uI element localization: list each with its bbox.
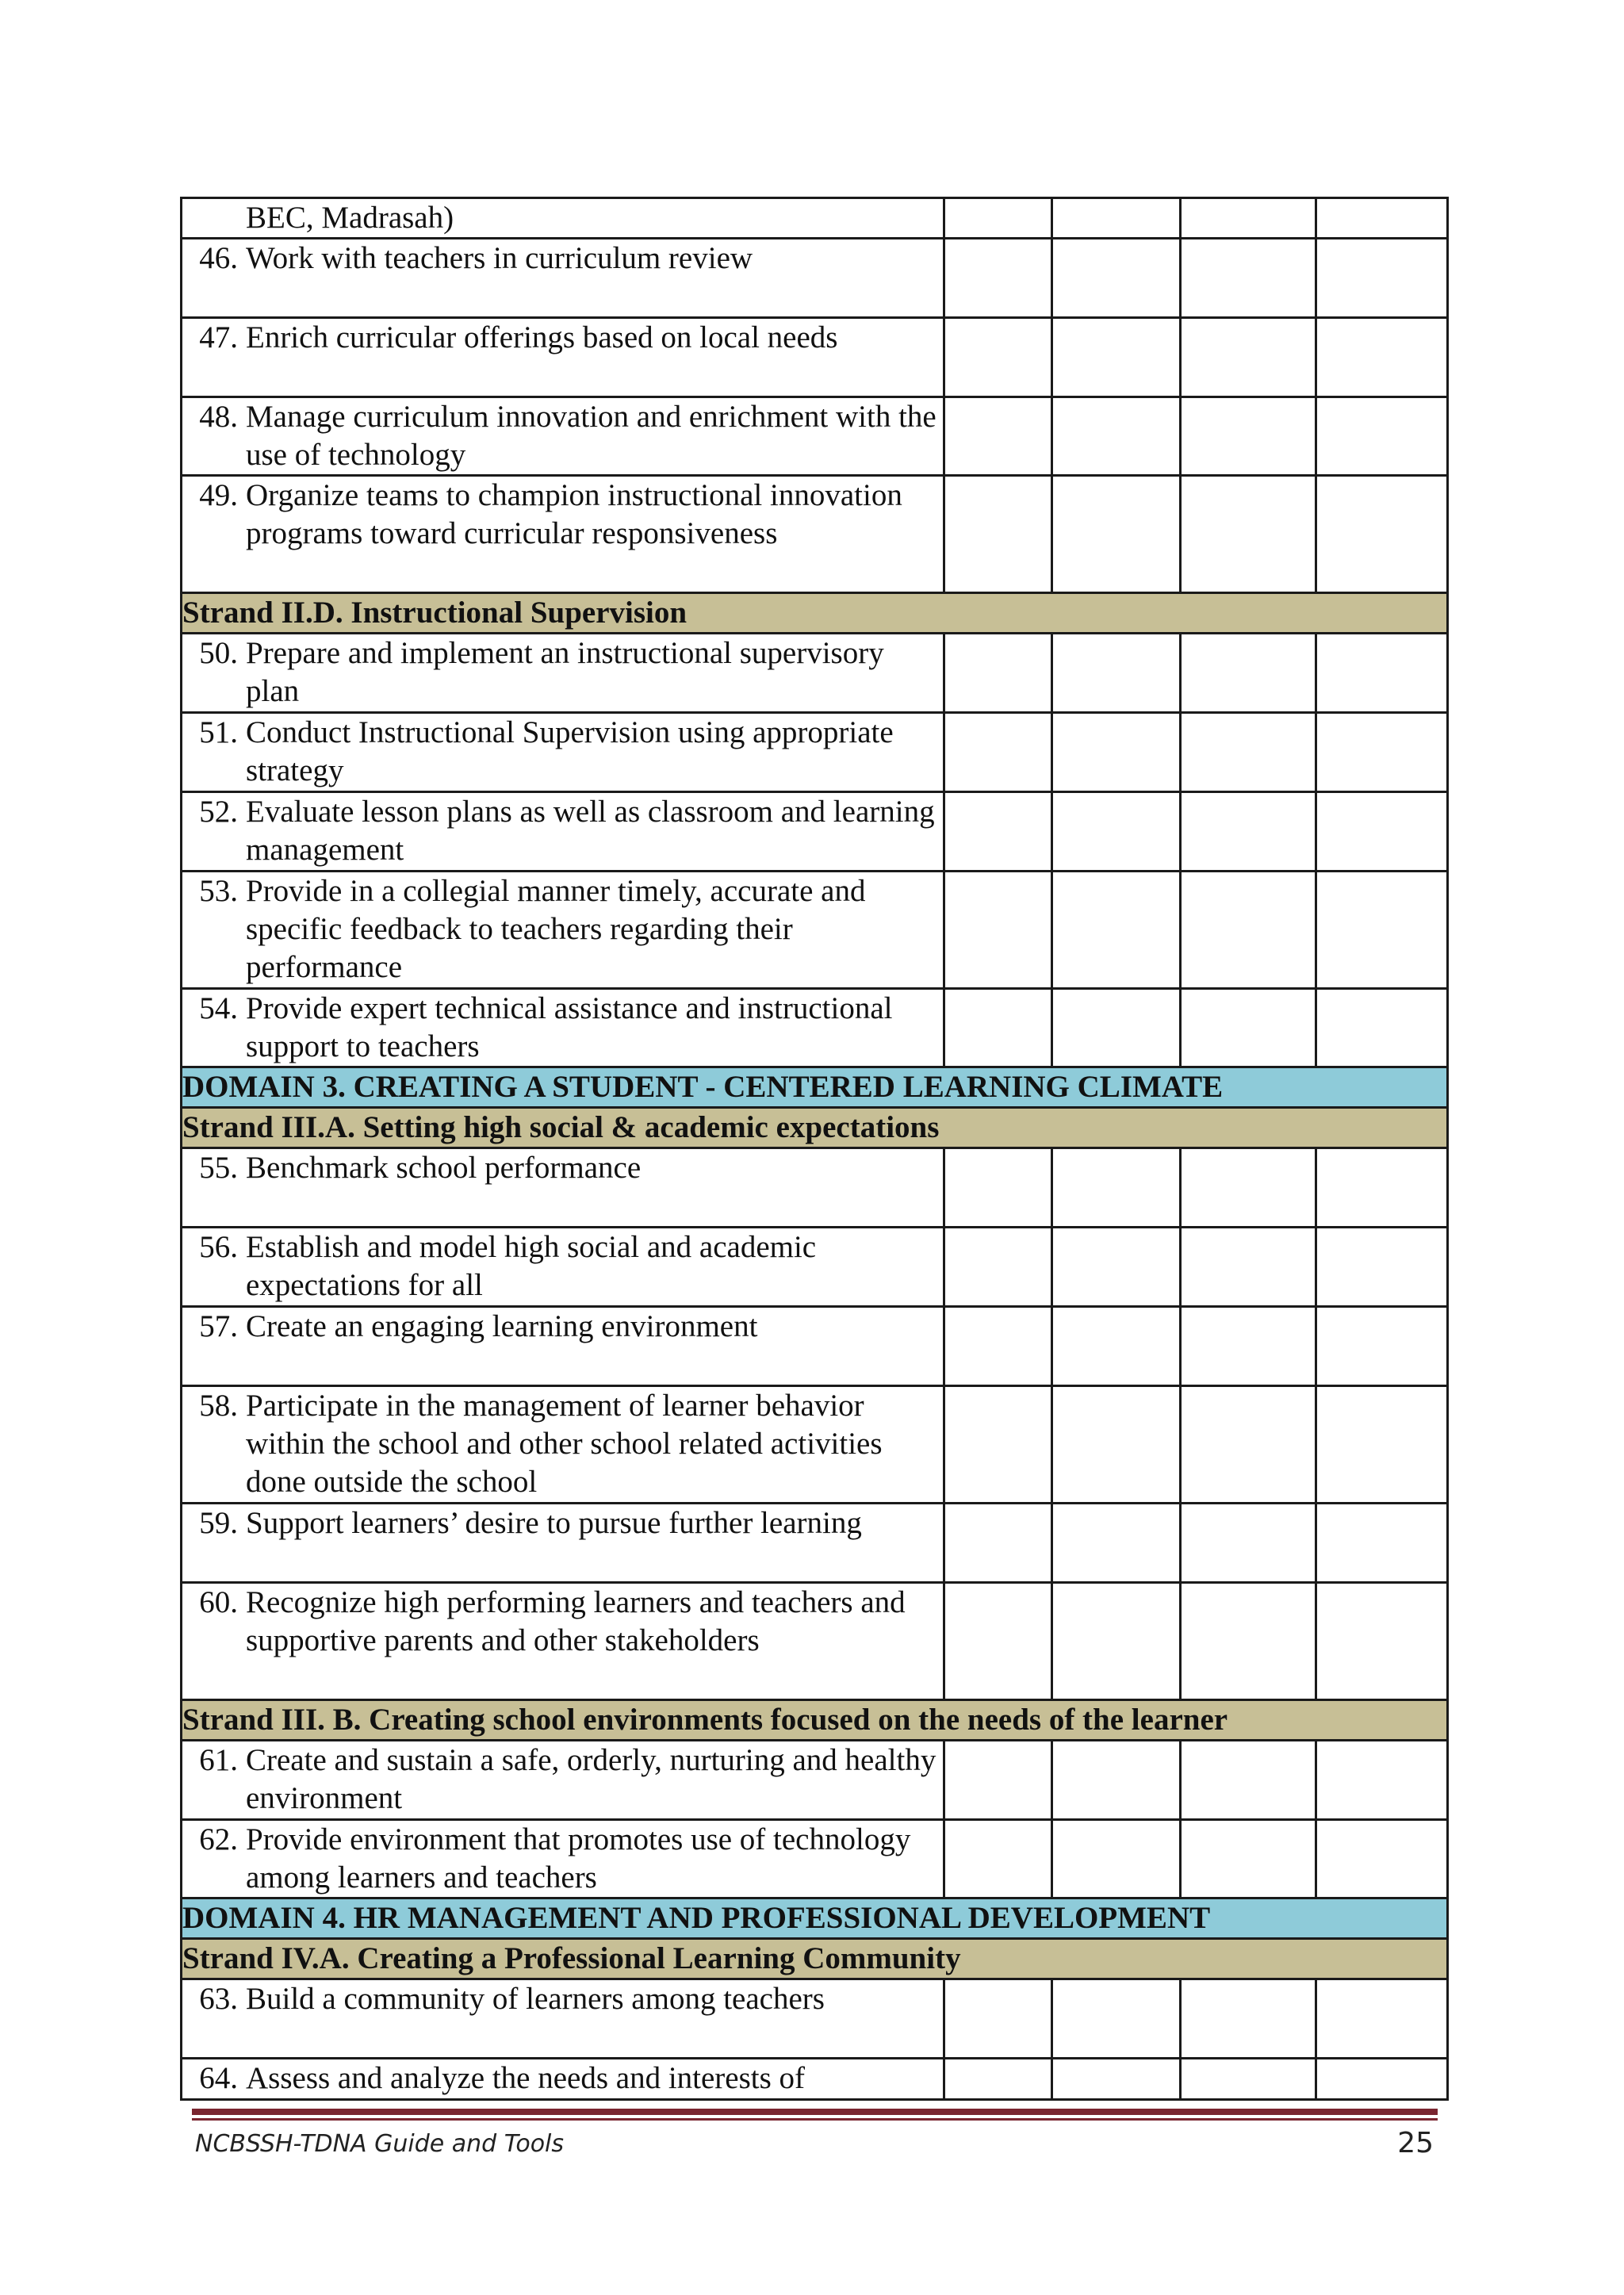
rating-cell <box>1316 1307 1448 1386</box>
domain-title: DOMAIN 3. CREATING A STUDENT - CENTERED LEARNING CLIMATE <box>182 1067 1448 1108</box>
competency-cell <box>182 792 944 872</box>
rating-cell <box>1181 2059 1316 2100</box>
strand-header-row <box>182 1939 1448 1979</box>
rating-cell <box>1316 1148 1448 1228</box>
rating-cell <box>1316 1504 1448 1583</box>
rating-cell <box>1181 872 1316 989</box>
rating-cell <box>1181 1228 1316 1307</box>
rating-cell <box>1052 1741 1181 1820</box>
item-text: Organize teams to champion instructional innovation programs toward curricular responsiveness <box>246 478 902 550</box>
table-row <box>182 198 1448 239</box>
table-row <box>182 1820 1448 1898</box>
rating-cell <box>944 1741 1052 1820</box>
strand-title: Strand III. B. Creating school environments focused on the needs of the learner <box>182 1700 1448 1741</box>
rating-cell <box>944 239 1052 318</box>
table-row <box>182 2059 1448 2100</box>
rating-cell <box>944 1979 1052 2059</box>
rating-cell <box>944 2059 1052 2100</box>
rating-cell <box>1316 2059 1448 2100</box>
rating-cell <box>1052 318 1181 397</box>
item-number: 48. <box>199 400 238 434</box>
item-text: BEC, Madrasah) <box>246 201 454 235</box>
competency-cell <box>182 989 944 1067</box>
rating-cell <box>1181 198 1316 239</box>
rating-cell <box>1181 792 1316 872</box>
rating-cell <box>944 1228 1052 1307</box>
rating-cell <box>1181 1741 1316 1820</box>
footer-document-title: NCBSSH-TDNA Guide and Tools <box>195 2130 565 2158</box>
item-number: 61. <box>199 1743 238 1777</box>
rating-cell <box>1316 1386 1448 1504</box>
rating-cell <box>1316 318 1448 397</box>
table-row <box>182 1307 1448 1386</box>
strand-header-row <box>182 1700 1448 1741</box>
rating-cell <box>1316 792 1448 872</box>
rating-cell <box>1316 397 1448 476</box>
item-text: Provide in a collegial manner timely, accurate and specific feedback to teachers regarding their performance <box>246 874 866 984</box>
rating-cell <box>1181 1386 1316 1504</box>
rating-cell <box>1052 2059 1181 2100</box>
rating-cell <box>1052 872 1181 989</box>
item-number: 54. <box>199 991 238 1025</box>
rating-cell <box>1181 1583 1316 1700</box>
competency-cell <box>182 1228 944 1307</box>
item-number: 59. <box>199 1506 238 1540</box>
item-text: Enrich curricular offerings based on local needs <box>246 320 838 354</box>
competency-cell <box>182 1307 944 1386</box>
rating-cell <box>1316 476 1448 593</box>
rating-cell <box>1316 989 1448 1067</box>
competency-cell <box>182 1386 944 1504</box>
item-text: Assess and analyze the needs and interests of <box>246 2061 806 2095</box>
competency-cell <box>182 872 944 989</box>
item-text: Build a community of learners among teachers <box>246 1982 825 2016</box>
rating-cell <box>1052 397 1181 476</box>
rating-cell <box>1052 198 1181 239</box>
rating-cell <box>1316 1979 1448 2059</box>
rating-cell <box>1052 713 1181 792</box>
rating-cell <box>1181 634 1316 713</box>
rating-cell <box>1181 1979 1316 2059</box>
competency-cell <box>182 1979 944 2059</box>
domain-title: DOMAIN 4. HR MANAGEMENT AND PROFESSIONAL DEVELOPMENT <box>182 1898 1448 1939</box>
rating-cell <box>1052 1307 1181 1386</box>
item-number: 57. <box>199 1309 238 1343</box>
item-text: Recognize high performing learners and teachers and supportive parents and other stakeholders <box>246 1585 906 1657</box>
competency-cell <box>182 476 944 593</box>
item-number: 51. <box>199 715 238 749</box>
strand-header-row <box>182 1108 1448 1148</box>
item-number: 64. <box>199 2061 238 2095</box>
item-text: Participate in the management of learner behavior within the school and other school related activities done outside the school <box>246 1389 883 1499</box>
rating-cell <box>944 989 1052 1067</box>
competency-cell <box>182 198 944 239</box>
competency-table <box>180 197 1449 2101</box>
item-number: 56. <box>199 1230 238 1264</box>
rating-cell <box>944 634 1052 713</box>
table-row <box>182 634 1448 713</box>
table-row <box>182 1228 1448 1307</box>
item-number: 55. <box>199 1151 238 1185</box>
rating-cell <box>944 318 1052 397</box>
rating-cell <box>1052 1820 1181 1898</box>
item-number: 58. <box>199 1389 238 1423</box>
item-number: 47. <box>199 320 238 354</box>
rating-cell <box>1052 1979 1181 2059</box>
item-text: Prepare and implement an instructional supervisory plan <box>246 636 884 708</box>
rating-cell <box>1052 1504 1181 1583</box>
table-row <box>182 1741 1448 1820</box>
item-text: Provide environment that promotes use of technology among learners and teachers <box>246 1822 911 1895</box>
item-number: 60. <box>199 1585 238 1619</box>
item-number: 49. <box>199 478 238 512</box>
competency-cell <box>182 1583 944 1700</box>
table-row <box>182 1504 1448 1583</box>
rating-cell <box>944 792 1052 872</box>
item-text: Conduct Instructional Supervision using appropriate strategy <box>246 715 894 787</box>
rating-cell <box>1181 1820 1316 1898</box>
item-text: Create an engaging learning environment <box>246 1309 758 1343</box>
rating-cell <box>1181 397 1316 476</box>
rating-cell <box>1052 1583 1181 1700</box>
competency-cell <box>182 713 944 792</box>
competency-cell <box>182 1148 944 1228</box>
item-number: 50. <box>199 636 238 670</box>
rating-cell <box>1316 713 1448 792</box>
strand-title: Strand III.A. Setting high social & academic expectations <box>182 1108 1448 1148</box>
competency-cell <box>182 1504 944 1583</box>
strand-header-row <box>182 593 1448 634</box>
rating-cell <box>1316 239 1448 318</box>
strand-title: Strand II.D. Instructional Supervision <box>182 593 1448 634</box>
item-text: Support learners’ desire to pursue further learning <box>246 1506 862 1540</box>
table-row <box>182 989 1448 1067</box>
footer-rule-thin <box>192 2118 1438 2121</box>
competency-cell <box>182 2059 944 2100</box>
item-number: 53. <box>199 874 238 908</box>
rating-cell <box>944 1504 1052 1583</box>
item-text: Provide expert technical assistance and instructional support to teachers <box>246 991 893 1063</box>
item-text: Work with teachers in curriculum review <box>246 241 753 275</box>
rating-cell <box>1052 989 1181 1067</box>
table-row <box>182 1979 1448 2059</box>
rating-cell <box>944 1583 1052 1700</box>
competency-cell <box>182 634 944 713</box>
domain-header-row <box>182 1898 1448 1939</box>
rating-cell <box>944 872 1052 989</box>
item-text: Manage curriculum innovation and enrichment with the use of technology <box>246 400 936 472</box>
rating-cell <box>944 1307 1052 1386</box>
rating-cell <box>1316 198 1448 239</box>
rating-cell <box>1316 634 1448 713</box>
rating-cell <box>1052 792 1181 872</box>
rating-cell <box>1316 1741 1448 1820</box>
rating-cell <box>1052 476 1181 593</box>
competency-cell <box>182 397 944 476</box>
rating-cell <box>1052 1386 1181 1504</box>
footer-rule <box>192 2109 1438 2115</box>
rating-cell <box>1181 1504 1316 1583</box>
rating-cell <box>944 1148 1052 1228</box>
rating-cell <box>1181 239 1316 318</box>
competency-cell <box>182 318 944 397</box>
rating-cell <box>1181 989 1316 1067</box>
rating-cell <box>1316 1583 1448 1700</box>
rating-cell <box>944 1386 1052 1504</box>
competency-cell <box>182 1820 944 1898</box>
table-row <box>182 792 1448 872</box>
rating-cell <box>944 713 1052 792</box>
item-number: 52. <box>199 795 238 829</box>
competency-cell <box>182 239 944 318</box>
rating-cell <box>1052 1148 1181 1228</box>
rating-cell <box>1181 476 1316 593</box>
competency-cell <box>182 1741 944 1820</box>
rating-cell <box>1316 872 1448 989</box>
table-row <box>182 1148 1448 1228</box>
rating-cell <box>1052 634 1181 713</box>
rating-cell <box>1316 1820 1448 1898</box>
rating-cell <box>1181 318 1316 397</box>
item-text: Establish and model high social and academic expectations for all <box>246 1230 817 1302</box>
rating-cell <box>1181 713 1316 792</box>
item-text: Benchmark school performance <box>246 1151 642 1185</box>
item-number: 62. <box>199 1822 238 1856</box>
table-row <box>182 1386 1448 1504</box>
domain-header-row <box>182 1067 1448 1108</box>
rating-cell <box>944 1820 1052 1898</box>
table-row <box>182 239 1448 318</box>
item-number: 63. <box>199 1982 238 2016</box>
table-row <box>182 318 1448 397</box>
rating-cell <box>1052 239 1181 318</box>
rating-cell <box>944 476 1052 593</box>
page-number: 25 <box>1397 2127 1434 2159</box>
table-row <box>182 713 1448 792</box>
strand-title: Strand IV.A. Creating a Professional Learning Community <box>182 1939 1448 1979</box>
item-number: 46. <box>199 241 238 275</box>
rating-cell <box>1052 1228 1181 1307</box>
rating-cell <box>1181 1307 1316 1386</box>
rating-cell <box>1181 1148 1316 1228</box>
table-row <box>182 397 1448 476</box>
item-text: Create and sustain a safe, orderly, nurturing and healthy environment <box>246 1743 936 1815</box>
rating-cell <box>1316 1228 1448 1307</box>
table-row <box>182 476 1448 593</box>
table-row <box>182 1583 1448 1700</box>
rating-cell <box>944 198 1052 239</box>
table-row <box>182 872 1448 989</box>
item-text: Evaluate lesson plans as well as classroom and learning management <box>246 795 935 867</box>
rating-cell <box>944 397 1052 476</box>
